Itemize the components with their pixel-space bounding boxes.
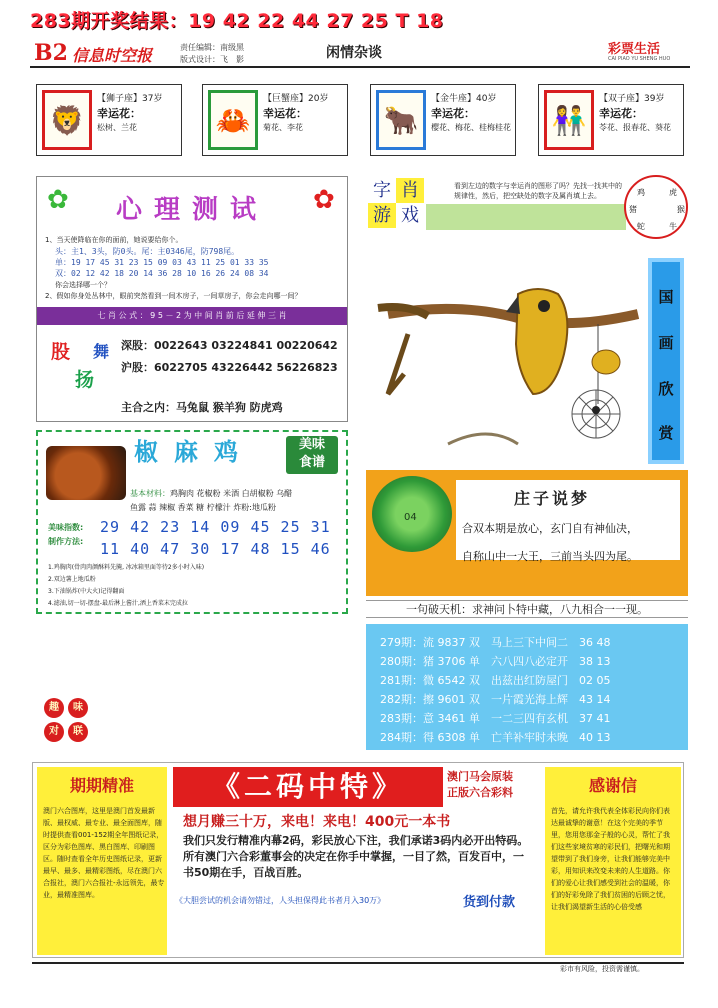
history-numbers: 36 48	[578, 636, 611, 649]
recipe-numbers-2: 11 40 47 30 17 48 15 46	[100, 540, 331, 558]
history-issue: 282期：擦 9601 双	[380, 693, 480, 706]
zhuangzi-line-1: 合双本期是放心，玄门自有神仙决，	[462, 522, 638, 535]
history-panel	[366, 624, 688, 750]
editor-label: 责任编辑：南级黑	[180, 43, 244, 52]
zodiac-card-taurus	[370, 84, 516, 156]
badge-line-1: 美味	[298, 437, 325, 452]
bottom-ad-section	[32, 762, 684, 958]
ingredients-label: 基本材料：	[130, 489, 170, 498]
lucky-flower-label: 幸运花：	[97, 107, 141, 120]
couplet-lantern-3: 对	[44, 722, 64, 742]
history-issue: 279期：流 9837 双	[380, 636, 480, 649]
cash-on-delivery: 货到付款	[463, 895, 516, 910]
history-row	[380, 672, 610, 688]
recipe-step-1: 1.鸡胸肉(骨肉肉颜酥料先腌, 冰冰箱里面等待2多小时入味)	[48, 564, 205, 571]
history-numbers: 37 41	[578, 712, 611, 725]
earn-slogan: 想月赚三十万，来电！来电！400元一本书	[183, 814, 451, 830]
psych-test-panel	[36, 176, 348, 422]
flavor-index-label: 美味指数:	[48, 523, 84, 532]
editor-credits	[180, 42, 244, 66]
zhuangzi-line-2: 自称山中一大王，三前当头四为尾。	[462, 550, 638, 563]
red-clover-icon: ✿	[313, 185, 335, 215]
shanghai-stock-line: 沪股：6022705 43226442 56226823	[121, 361, 338, 374]
history-row	[380, 653, 610, 669]
word-game-instructions: 看到左边的数字与幸运肖的图形了吗？先找一找其中的规律性，然后，把空缺处的数字及属肖填上去。	[454, 182, 622, 200]
couplet-lantern-1: 趣	[44, 698, 64, 718]
word-game-cell-1: 字	[373, 180, 391, 201]
recipe-step-4: 4.滤油,切一切-摆盘-最后淋上酱汁,洒上香菜末完成拉	[48, 600, 188, 607]
painting-label-3: 欣	[658, 380, 674, 398]
banner-side-2: 正版六合彩料	[447, 786, 513, 799]
wheel-label-1: 鸡	[637, 188, 645, 197]
history-numbers: 43 14	[578, 693, 611, 706]
painting-label-2: 画	[658, 334, 674, 352]
wheel-label-5: 蛇	[637, 222, 645, 231]
recipe-numbers-1: 29 42 23 14 09 45 25 31	[100, 518, 331, 536]
history-poem: 亡羊补牢时未晚	[490, 731, 568, 744]
recipe-badge	[286, 436, 338, 474]
lion-icon: 🦁	[42, 90, 92, 150]
main-combination: 主合之内：马兔鼠 猴羊狗 防虎鸡	[121, 401, 283, 414]
method-label: 制作方法:	[48, 537, 84, 546]
history-row	[380, 729, 610, 745]
design-label: 版式设计：飞 影	[180, 55, 244, 64]
section-title: 闲情杂谈	[326, 45, 382, 61]
word-game-cell-4: 戏	[401, 205, 419, 226]
stock-logo-char-3: 扬	[75, 369, 95, 391]
lucky-flower-label: 幸运花：	[431, 107, 475, 120]
history-row	[380, 691, 610, 707]
ingredients-1: 鸡胸肉 花椒粉 米酒 白胡椒粉 乌醋	[170, 489, 293, 498]
ingredients-line-1	[130, 488, 292, 499]
banner-side-text	[447, 769, 513, 801]
word-game-cell-2: 肖	[396, 178, 424, 203]
lotus-number: 04	[404, 512, 417, 523]
history-row	[380, 634, 610, 650]
bull-icon: 🐂	[376, 90, 426, 150]
parrot-spider-painting	[368, 244, 648, 460]
risk-footer: 彩市有风险，投资需谨慎。	[560, 965, 644, 973]
history-poem: 一二三四有玄机	[490, 712, 568, 725]
word-game-grid	[368, 178, 426, 230]
lucky-flower-label: 幸运花：	[263, 107, 307, 120]
word-game-cell-3: 游	[368, 203, 396, 228]
question-2: 2、假如你身处丛林中，眼前突然看到一间木房子，一间草房子，你会走向哪一间？	[45, 292, 302, 300]
logo-subtitle: CAI PIAO YU SHENG HUO	[608, 56, 671, 62]
wheel-label-4: 猴	[677, 205, 685, 214]
zodiac-card-cancer	[202, 84, 348, 156]
zodiac-sign: 【双子座】39岁	[599, 94, 665, 104]
recipe-step-3: 3.下油锅炸(中大火)记得翻面	[48, 588, 125, 595]
thank-you-title: 感谢信	[588, 776, 637, 795]
even-number-line: 双：02 12 42 18 20 14 36 28 10 16 26 24 08 34	[55, 269, 269, 278]
crab-icon: 🦀	[208, 90, 258, 150]
shenzhen-stock-line: 深股：0022643 03224841 00220642	[121, 339, 338, 352]
accurate-panel	[37, 767, 167, 955]
odd-number-line: 单：19 17 45 31 23 15 09 03 43 11 25 01 33 35	[55, 258, 269, 267]
painting-label-1: 国	[658, 288, 674, 306]
zodiac-card-leo	[36, 84, 182, 156]
zhuangzi-title: 庄子说梦	[514, 489, 591, 508]
lucky-flowers: 菊花、李花	[263, 123, 303, 132]
accurate-text: 澳门六合图库，这里是澳门首发最新版、最权威、最专业、最全面图库，随时提供查看001-152期全年图纸记录，区分为彩色图库、黑白图库、印刷图区。随时查看全年历史图纸记录，更新最早、最多、最精彩图纸，尽在澳门六合报社，澳门六合报社-永远领先，最专业，最精准图库。	[43, 807, 165, 899]
twins-icon: 👫	[544, 90, 594, 150]
badge-line-2: 食谱	[298, 455, 325, 470]
zhuangzi-panel	[366, 470, 688, 596]
accurate-title: 期期精准	[69, 776, 134, 795]
history-numbers: 02 05	[578, 674, 611, 687]
question-1: 1、当天使降临在你的面前，她说要给你个。	[45, 236, 183, 244]
head-tail-line: 头：主1、3头，防0头。尾：主0346尾，防798尾。	[55, 247, 240, 256]
promo-guarantee: 《大胆尝试的机会请勿错过，人头担保得此书者月入30万》	[175, 896, 386, 905]
thank-you-text: 首先，请允许我代表全体彩民向你们表达最诚挚的谢意！在这个完美的季节里，您用您那金子般的心灵，帮忙了我们这些家境贫寒的彩民们，把曙光和期望带到了我们身旁，让我们能够完美中彩，用知识来改变未来的人生道路。你们的爱心让我们感受到社会的温暖，你们的好彩免除了我们贫困的后顾之忧，让我们渴望新生活的心倍受感	[551, 807, 670, 911]
history-numbers: 38 13	[578, 655, 611, 668]
one-line-hint: 一句破天机：求神问卜特中藏，八九相合一一现。	[366, 600, 688, 618]
history-poem: 出兹出红防屋门	[490, 674, 568, 687]
lucky-flowers: 松树、兰花	[97, 123, 137, 132]
newspaper-brand: 信息时空报	[72, 46, 153, 65]
chicken-dish-image	[46, 446, 126, 500]
wheel-label-6: 牛	[669, 222, 677, 231]
page-number: B2	[34, 40, 68, 66]
history-poem: 一片霞光海上辉	[490, 693, 568, 706]
recipe-title: 椒麻鸡	[134, 438, 254, 466]
stock-logo-char-2: 舞	[93, 342, 110, 361]
thank-you-panel	[545, 767, 681, 955]
history-issue: 284期：得 6308 单	[380, 731, 480, 744]
zodiac-wheel	[624, 175, 688, 239]
promo-text: 我们只发行精准内幕2码，彩民放心下注，我们承诺3码内必开出特码。所有澳门六合彩董事会的决定在你手中掌握，一目了然，百发百中，一书50期在手，百战百胜。	[183, 834, 529, 879]
psych-test-title: 心理测试	[115, 195, 268, 225]
lucky-flower-label: 幸运花：	[599, 107, 643, 120]
stock-logo-char-1: 股	[51, 341, 71, 363]
history-row	[380, 710, 610, 726]
seven-zodiac-formula: 七 肖 公 式 ： 9 5 － 2 为 中 间 肖 前 后 延 伸 三 肖	[37, 307, 347, 325]
history-poem: 马上三下中间二	[490, 636, 568, 649]
ingredients-2: 鱼露 蒜 辣椒 香菜 糖 柠檬汁 炸粉:地瓜粉	[130, 503, 276, 512]
lucky-flowers: 樱花、梅花、桂梅桂花	[431, 123, 511, 132]
history-poem: 六八四八必定开	[490, 655, 568, 668]
couplet-lantern-2: 味	[68, 698, 88, 718]
banner-side-1: 澳门马会原装	[447, 770, 513, 783]
recipe-panel	[36, 430, 348, 614]
wheel-label-3: 猪	[629, 205, 637, 214]
wheel-label-2: 虎	[669, 188, 677, 197]
zodiac-sign: 【狮子座】37岁	[97, 94, 163, 104]
history-issue: 281期：微 6542 双	[380, 674, 480, 687]
result-headline: 283期开奖结果：19 42 22 44 27 25 T 18	[30, 10, 444, 32]
question-1-ask: 你会选择哪一个？	[55, 281, 111, 289]
recipe-step-2: 2.双边薯上地瓜粉	[48, 576, 96, 583]
painting-label-bar	[648, 258, 684, 464]
two-code-banner: 《二码中特》	[173, 767, 443, 807]
green-clover-icon: ✿	[47, 185, 69, 215]
history-issue: 283期：意 3461 单	[380, 712, 480, 725]
couplet-lantern-4: 联	[68, 722, 88, 742]
lottery-life-logo: 彩票生活	[608, 42, 661, 57]
zodiac-card-gemini	[538, 84, 684, 156]
lucky-flowers: 苓花、报春花、葵花	[599, 123, 671, 132]
history-numbers: 40 13	[578, 731, 611, 744]
word-game-green-bar	[426, 204, 626, 230]
zodiac-sign: 【巨蟹座】20岁	[263, 94, 329, 104]
painting-label-4: 赏	[658, 424, 674, 442]
zodiac-sign: 【金牛座】40岁	[431, 94, 497, 104]
history-issue: 280期：猪 3706 单	[380, 655, 480, 668]
